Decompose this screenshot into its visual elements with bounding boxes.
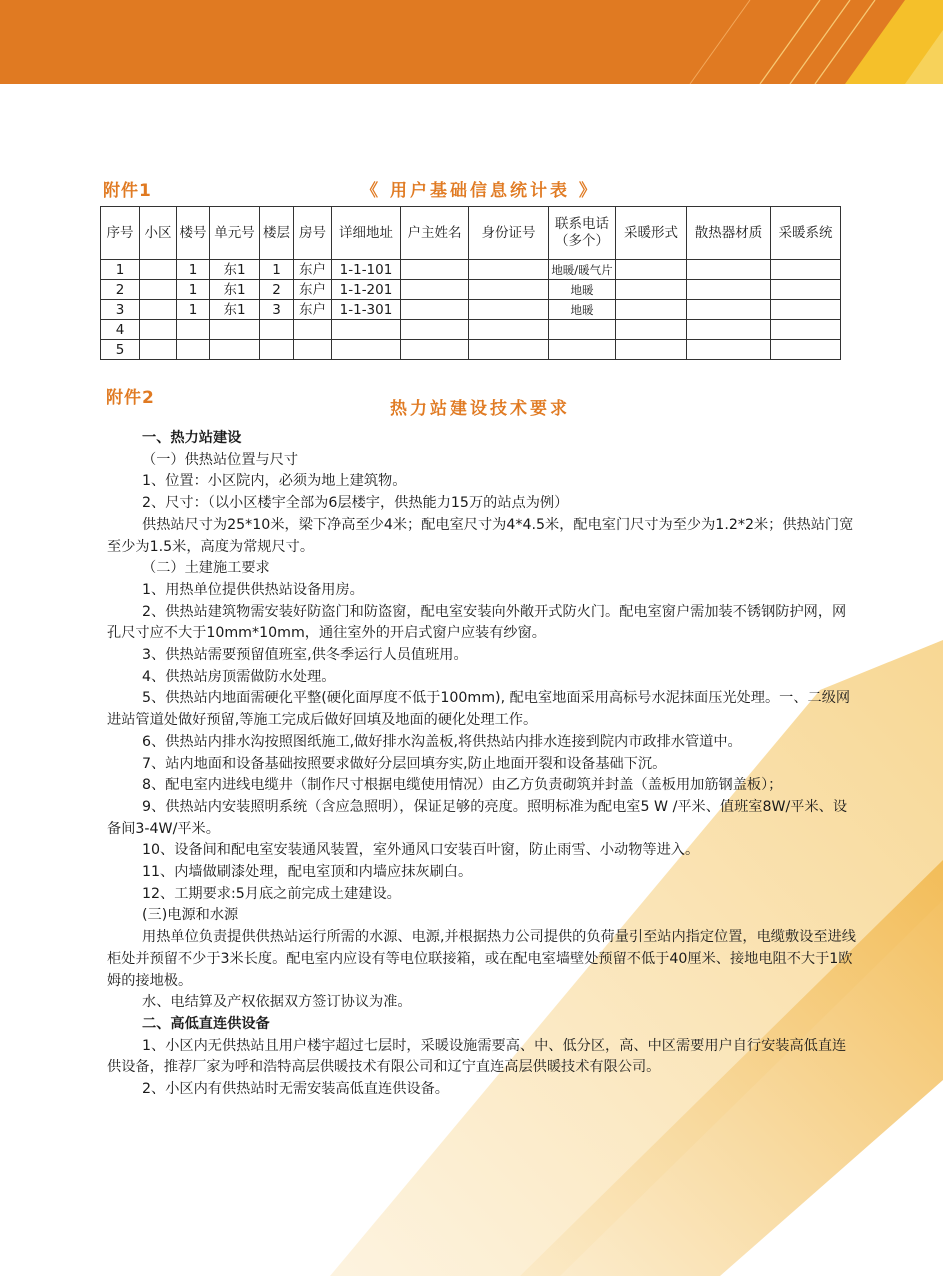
- table-cell: [687, 260, 771, 280]
- table-cell: [140, 320, 177, 340]
- body-paragraph: 7、站内地面和设备基础按照要求做好分层回填夯实,防止地面开裂和设备基础下沉。: [142, 755, 667, 772]
- table-cell: 地暖: [549, 300, 616, 320]
- header-cell: 小区: [140, 207, 177, 260]
- body-paragraph: 1、用热单位提供供热站设备用房。: [142, 581, 364, 598]
- table-cell: [140, 260, 177, 280]
- table-cell: [260, 340, 294, 360]
- table-cell: [401, 300, 469, 320]
- header-cell: 采暖形式: [616, 207, 687, 260]
- table-cell: 1: [260, 260, 294, 280]
- table-row: [101, 300, 841, 320]
- table-cell: [549, 320, 616, 340]
- header-cell: 房号: [294, 207, 332, 260]
- table-cell: 东1: [210, 260, 260, 280]
- table-cell: [616, 260, 687, 280]
- body-paragraph: 供热站尺寸为25*10米，梁下净高至少4米；配电室尺寸为4*4.5米，配电室门尺寸为至少为1.2*2米；供热站门宽至少为1.5米，高度为常规尺寸。: [107, 516, 854, 555]
- table-cell: [140, 300, 177, 320]
- table-row: [101, 260, 841, 280]
- header-cell: 楼层: [260, 207, 294, 260]
- body-paragraph: 1、位置：小区院内，必须为地上建筑物。: [142, 473, 407, 490]
- table-cell: 1: [101, 260, 140, 280]
- table-cell: [294, 340, 332, 360]
- table-cell: [140, 280, 177, 300]
- table-cell: [616, 300, 687, 320]
- header-cell: 楼号: [177, 207, 210, 260]
- table-cell: [210, 340, 260, 360]
- table-cell: [687, 300, 771, 320]
- body-paragraph: （二）土建施工要求: [142, 560, 270, 577]
- table-cell: 1-1-101: [332, 260, 401, 280]
- table-body: [101, 260, 841, 360]
- table-cell: [771, 320, 841, 340]
- body-paragraph: 2、尺寸：（以小区楼宇全部为6层楼宇，供热能力15万的站点为例）: [142, 495, 569, 512]
- table-cell: [294, 320, 332, 340]
- table-cell: [616, 320, 687, 340]
- section-heading: 二、高低直连供设备: [142, 1015, 270, 1032]
- table-row: [101, 280, 841, 300]
- attachment2-title: 热力站建设技术要求: [390, 399, 570, 419]
- table-cell: [140, 340, 177, 360]
- table-cell: 1: [177, 260, 210, 280]
- body-paragraph: 9、供热站内安装照明系统（含应急照明），保证足够的亮度。照明标准为配电室5 W /平米、值班室8W/平米、设备间3-4W/平米。: [107, 798, 848, 837]
- body-paragraph: 3、供热站需要预留值班室,供冬季运行人员值班用。: [142, 647, 468, 664]
- table-cell: 3: [101, 300, 140, 320]
- table-cell: [616, 340, 687, 360]
- banner-stripes: [0, 0, 943, 84]
- table-cell: [401, 260, 469, 280]
- body-paragraph: 1、小区内无供热站且用户楼宇超过七层时，采暖设施需要高、中、低分区，高、中区需要用户自行安装高低直连供设备，推荐厂家为呼和浩特高层供暖技术有限公司和辽宁直连高层供暖技术有限公司。: [107, 1037, 847, 1076]
- table-cell: [549, 340, 616, 360]
- body-paragraph: 用热单位负责提供供热站运行所需的水源、电源,并根据热力公司提供的负荷量引至站内指定位置，电缆敷设至进线柜处并预留不少于3米长度。配电室内应设有等电位联接箱，或在配电室墙壁处预留不低于40厘米、接地电阻不大于1欧姆的接地极。: [107, 929, 856, 989]
- body-paragraph: 8、配电室内进线电缆井（制作尺寸根据电缆使用情况）由乙方负责砌筑并封盖（盖板用加筋钢盖板）；: [142, 777, 783, 794]
- table-cell: [771, 340, 841, 360]
- table-cell: 1: [177, 300, 210, 320]
- attachment1-label: 附件1: [103, 181, 152, 201]
- table-cell: 地暖/暖气片: [549, 260, 616, 280]
- table-cell: 地暖: [549, 280, 616, 300]
- table-cell: [771, 300, 841, 320]
- table-cell: 4: [101, 320, 140, 340]
- header-cell: 采暖系统: [771, 207, 841, 260]
- body-paragraph: 4、供热站房顶需做防水处理。: [142, 668, 336, 685]
- body-paragraph: 12、工期要求:5月底之前完成土建建设。: [142, 885, 401, 902]
- table-cell: [332, 320, 401, 340]
- table-cell: [401, 320, 469, 340]
- table-cell: 东1: [210, 280, 260, 300]
- table-cell: [771, 280, 841, 300]
- table-cell: 3: [260, 300, 294, 320]
- table-cell: 东户: [294, 300, 332, 320]
- body-paragraph: 2、供热站建筑物需安装好防盗门和防盗窗，配电室安装向外敞开式防火门。配电室窗户需加装不锈钢防护网，网孔尺寸应不大于10mm*10mm，通往室外的开启式窗户应装有纱窗。: [107, 603, 847, 642]
- attachment2-label: 附件2: [106, 388, 155, 408]
- table-cell: [687, 340, 771, 360]
- table-cell: [616, 280, 687, 300]
- table-cell: 1-1-301: [332, 300, 401, 320]
- table-cell: [332, 340, 401, 360]
- table-header-row: [101, 207, 841, 260]
- table-cell: [177, 340, 210, 360]
- table-cell: [687, 320, 771, 340]
- table-cell: [687, 280, 771, 300]
- table-row: [101, 340, 841, 360]
- table-cell: 1-1-201: [332, 280, 401, 300]
- body-paragraph: 6、供热站内排水沟按照图纸施工,做好排水沟盖板,将供热站内排水连接到院内市政排水管道中。: [142, 733, 742, 750]
- body-paragraph: 10、设备间和配电室安装通风装置，室外通风口安装百叶窗，防止雨雪、小动物等进入。: [142, 842, 700, 859]
- header-cell: 联系电话（多个）: [549, 207, 616, 260]
- body-paragraph: （一）供热站位置与尺寸: [142, 451, 299, 468]
- body-paragraph: (三)电源和水源: [142, 907, 239, 924]
- table-cell: 1: [177, 280, 210, 300]
- table-cell: [771, 260, 841, 280]
- header-cell: 身份证号: [469, 207, 549, 260]
- body-paragraph: 5、供热站内地面需硬化平整(硬化面厚度不低于100mm), 配电室地面采用高标号水泥抹面压光处理。一、二级网进站管道处做好预留,等施工完成后做好回填及地面的硬化处理工作。: [107, 690, 851, 729]
- table-cell: [469, 340, 549, 360]
- table-row: [101, 320, 841, 340]
- table-cell: [210, 320, 260, 340]
- table-cell: [260, 320, 294, 340]
- table-cell: [469, 300, 549, 320]
- table-cell: [401, 340, 469, 360]
- header-cell: 详细地址: [332, 207, 401, 260]
- body-paragraph: 水、电结算及产权依据双方签订协议为准。: [142, 994, 412, 1011]
- requirements-body: [107, 428, 857, 1101]
- header-cell: 户主姓名: [401, 207, 469, 260]
- table-cell: [469, 260, 549, 280]
- table-cell: 2: [260, 280, 294, 300]
- header-cell: 序号: [101, 207, 140, 260]
- table-cell: 东户: [294, 280, 332, 300]
- table-cell: 东1: [210, 300, 260, 320]
- attachment1-title: 《 用户基础信息统计表 》: [361, 181, 599, 201]
- table-cell: [401, 280, 469, 300]
- header-cell: 散热器材质: [687, 207, 771, 260]
- header-cell: 单元号: [210, 207, 260, 260]
- body-paragraph: 2、小区内有供热站时无需安装高低直连供设备。: [142, 1081, 449, 1098]
- header-banner: [0, 0, 943, 84]
- table-cell: [469, 320, 549, 340]
- table-cell: 5: [101, 340, 140, 360]
- user-info-table: [100, 206, 841, 360]
- table-cell: 2: [101, 280, 140, 300]
- table-cell: 东户: [294, 260, 332, 280]
- table-cell: [469, 280, 549, 300]
- section-heading: 一、热力站建设: [142, 430, 242, 446]
- body-paragraph: 11、内墙做刷漆处理，配电室顶和内墙应抹灰刷白。: [142, 864, 473, 881]
- table-cell: [177, 320, 210, 340]
